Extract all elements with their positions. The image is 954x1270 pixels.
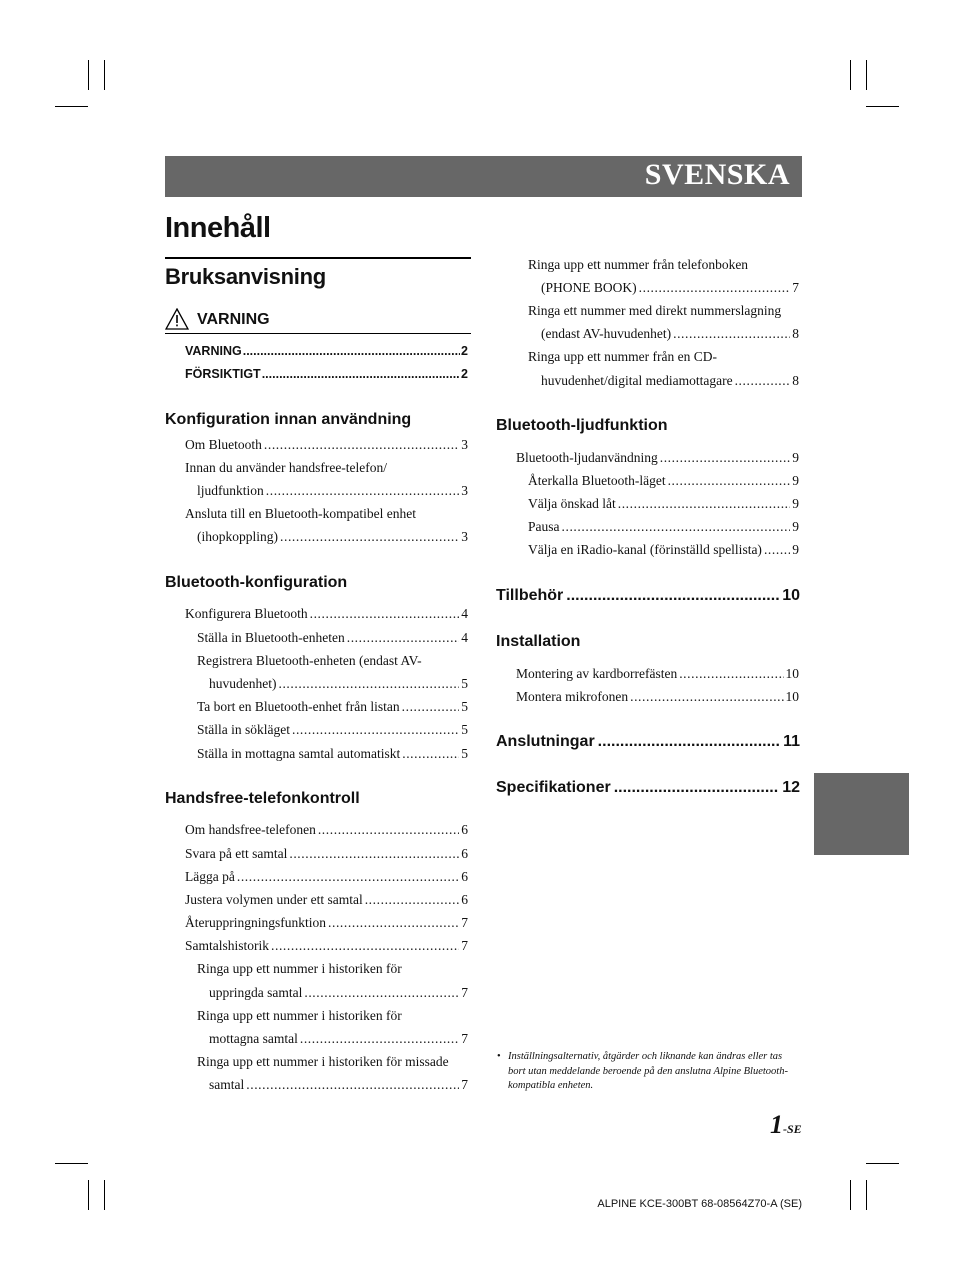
toc-label: Specifikationer bbox=[496, 779, 611, 796]
section-heading: Bluetooth-konfiguration bbox=[165, 574, 348, 591]
toc-page: 7 bbox=[461, 915, 468, 930]
toc-label-cont: mottagna samtal bbox=[209, 1031, 298, 1046]
page-number bbox=[770, 1110, 802, 1140]
toc-entry[interactable] bbox=[185, 869, 468, 885]
toc-label: Samtalshistorik bbox=[185, 938, 269, 953]
toc-entry[interactable] bbox=[541, 326, 799, 342]
toc-label-cont: (endast AV-huvudenhet) bbox=[541, 326, 672, 341]
toc-label: Ställa in Bluetooth-enheten bbox=[197, 630, 345, 645]
toc-page: 6 bbox=[461, 822, 468, 837]
toc-label[interactable]: Ringa upp ett nummer från telefonboken bbox=[528, 257, 749, 272]
toc-entry[interactable] bbox=[528, 542, 799, 558]
toc-entry[interactable] bbox=[209, 985, 468, 1001]
toc-label-cont: uppringda samtal bbox=[209, 985, 303, 1000]
toc-label[interactable]: Ringa upp ett nummer i historiken för missade bbox=[197, 1054, 449, 1069]
toc-label: Anslutningar bbox=[496, 733, 595, 750]
toc-page: 9 bbox=[792, 496, 799, 511]
crop-mark bbox=[55, 106, 88, 107]
toc-label[interactable]: Ringa upp ett nummer i historiken för bbox=[197, 1008, 402, 1023]
title-rule bbox=[165, 257, 471, 259]
toc-label: Om handsfree-telefonen bbox=[185, 822, 316, 837]
toc-label: Ställa in sökläget bbox=[197, 722, 290, 737]
toc-entry[interactable] bbox=[516, 450, 799, 466]
section-heading: Handsfree-telefonkontroll bbox=[165, 790, 360, 807]
toc-entry[interactable] bbox=[185, 606, 468, 622]
toc-page: 9 bbox=[792, 542, 799, 557]
toc-label: FÖRSIKTIGT bbox=[185, 367, 261, 381]
bullet: • bbox=[497, 1051, 501, 1062]
toc-entry[interactable] bbox=[185, 915, 468, 931]
crop-mark bbox=[104, 60, 105, 90]
toc-page: 6 bbox=[461, 846, 468, 861]
toc-entry[interactable] bbox=[197, 529, 468, 545]
toc-page: 5 bbox=[461, 722, 468, 737]
toc-page: 5 bbox=[461, 746, 468, 761]
toc-entry[interactable] bbox=[516, 666, 799, 682]
crop-mark bbox=[88, 60, 89, 90]
toc-entry-connections[interactable] bbox=[496, 733, 800, 751]
toc-label: Montering av kardborrefästen bbox=[516, 666, 678, 681]
toc-label: Tillbehör bbox=[496, 587, 564, 604]
toc-page: 6 bbox=[461, 869, 468, 884]
footer-code: ALPINE KCE-300BT 68-08564Z70-A (SE) bbox=[597, 1198, 802, 1210]
toc-entry[interactable] bbox=[185, 437, 468, 453]
toc-page: 3 bbox=[461, 483, 468, 498]
toc-entry[interactable] bbox=[541, 373, 799, 389]
toc-label: Ta bort en Bluetooth-enhet från listan bbox=[197, 699, 400, 714]
section-heading: Konfiguration innan användning bbox=[165, 411, 412, 428]
crop-mark bbox=[104, 1180, 105, 1210]
toc-page: 9 bbox=[792, 519, 799, 534]
crop-mark bbox=[55, 1163, 88, 1164]
toc-label: Om Bluetooth bbox=[185, 437, 262, 452]
crop-mark bbox=[88, 1180, 89, 1210]
toc-label-cont: samtal bbox=[209, 1077, 245, 1092]
toc-label-cont: huvudenhet/digital mediamottagare bbox=[541, 373, 733, 388]
section-tab bbox=[814, 773, 909, 855]
toc-label: Välja en iRadio-kanal (förinställd spellista) bbox=[528, 542, 762, 557]
toc-page: 5 bbox=[461, 676, 468, 691]
toc-page: 4 bbox=[461, 630, 468, 645]
toc-page: 8 bbox=[792, 373, 799, 388]
toc-entry[interactable] bbox=[185, 344, 468, 358]
footnote-text: Inställningsalternativ, åtgärder och liknande kan ändras eller tas bort utan meddelande beroende på den anslutna Alpine Bluetooth-kompatibla enheten. bbox=[508, 1051, 788, 1091]
toc-label: Pausa bbox=[528, 519, 560, 534]
page-number-value: 1 bbox=[770, 1110, 783, 1139]
toc-page: 9 bbox=[792, 450, 799, 465]
toc-page: 10 bbox=[785, 666, 799, 681]
page-number-suffix: -SE bbox=[783, 1122, 802, 1136]
crop-mark bbox=[866, 106, 899, 107]
toc-label-cont: (ihopkoppling) bbox=[197, 529, 278, 544]
toc-label[interactable]: Ringa upp ett nummer från en CD- bbox=[528, 349, 717, 364]
warning-icon bbox=[165, 308, 189, 335]
toc-label: Bluetooth-ljudanvändning bbox=[516, 450, 658, 465]
crop-mark bbox=[866, 1163, 899, 1164]
section-heading: Bluetooth-ljudfunktion bbox=[496, 417, 668, 434]
toc-page: 11 bbox=[783, 733, 800, 750]
toc-entry[interactable] bbox=[185, 846, 468, 862]
toc-entry[interactable] bbox=[185, 822, 468, 838]
toc-label: Ställa in mottagna samtal automatiskt bbox=[197, 746, 401, 761]
toc-entry[interactable] bbox=[528, 496, 799, 512]
toc-page: 10 bbox=[782, 587, 800, 604]
toc-label: Återuppringningsfunktion bbox=[185, 915, 326, 930]
toc-page: 7 bbox=[461, 938, 468, 953]
toc-entry-specifications[interactable] bbox=[496, 779, 800, 797]
toc-entry-accessories[interactable] bbox=[496, 587, 800, 605]
crop-mark bbox=[866, 60, 867, 90]
warning-heading: VARNING bbox=[197, 311, 270, 328]
toc-page: 5 bbox=[461, 699, 468, 714]
toc-page: 9 bbox=[792, 473, 799, 488]
toc-label: Välja önskad låt bbox=[528, 496, 616, 511]
toc-page: 7 bbox=[461, 1031, 468, 1046]
toc-label-cont: huvudenhet) bbox=[209, 676, 277, 691]
footnote bbox=[497, 1050, 797, 1094]
section-heading: Installation bbox=[496, 633, 581, 650]
toc-label: Justera volymen under ett samtal bbox=[185, 892, 363, 907]
toc-label[interactable]: Registrera Bluetooth-enheten (endast AV- bbox=[197, 653, 422, 668]
crop-mark bbox=[866, 1180, 867, 1210]
toc-entry[interactable] bbox=[197, 630, 468, 646]
toc-entry[interactable] bbox=[528, 519, 799, 535]
toc-label: Svara på ett samtal bbox=[185, 846, 288, 861]
toc-page: 4 bbox=[461, 606, 468, 621]
toc-page: 12 bbox=[782, 779, 800, 796]
toc-label[interactable]: Innan du använder handsfree-telefon/ bbox=[185, 460, 388, 475]
toc-entry[interactable] bbox=[197, 722, 468, 738]
toc-label[interactable]: Ansluta till en Bluetooth-kompatibel enhet bbox=[185, 506, 416, 521]
toc-entry[interactable] bbox=[185, 367, 468, 381]
toc-entry[interactable] bbox=[209, 1077, 468, 1093]
crop-mark bbox=[850, 60, 851, 90]
toc-entry[interactable] bbox=[185, 892, 468, 908]
crop-mark bbox=[850, 1180, 851, 1210]
toc-page: 10 bbox=[785, 689, 799, 704]
page-title: Innehåll bbox=[165, 212, 271, 244]
toc-label: Montera mikrofonen bbox=[516, 689, 629, 704]
toc-page: 3 bbox=[461, 437, 468, 452]
toc-page: 2 bbox=[461, 344, 468, 358]
page-subtitle: Bruksanvisning bbox=[165, 264, 326, 289]
toc-page: 7 bbox=[461, 985, 468, 1000]
toc-page: 7 bbox=[792, 280, 799, 295]
toc-label: Konfigurera Bluetooth bbox=[185, 606, 308, 621]
toc-entry[interactable] bbox=[516, 689, 799, 705]
toc-label-cont: ljudfunktion bbox=[197, 483, 264, 498]
toc-label[interactable]: Ringa ett nummer med direkt nummerslagning bbox=[528, 303, 782, 318]
toc-label: Lägga på bbox=[185, 869, 235, 884]
language-label: SVENSKA bbox=[644, 158, 790, 191]
toc-label-cont: (PHONE BOOK) bbox=[541, 280, 637, 295]
toc-page: 8 bbox=[792, 326, 799, 341]
toc-entry[interactable] bbox=[197, 699, 468, 715]
toc-page: 2 bbox=[461, 367, 468, 381]
toc-entry[interactable] bbox=[197, 746, 468, 762]
toc-page: 7 bbox=[461, 1077, 468, 1092]
warning-rule bbox=[165, 333, 471, 334]
toc-page: 6 bbox=[461, 892, 468, 907]
toc-label[interactable]: Ringa upp ett nummer i historiken för bbox=[197, 961, 402, 976]
toc-entry[interactable] bbox=[209, 1031, 468, 1047]
toc-entry[interactable] bbox=[197, 483, 468, 499]
toc-entry[interactable] bbox=[528, 473, 799, 489]
toc-label: Återkalla Bluetooth-läget bbox=[528, 473, 666, 488]
toc-label: VARNING bbox=[185, 344, 242, 358]
toc-entry[interactable] bbox=[185, 938, 468, 954]
toc-page: 3 bbox=[461, 529, 468, 544]
toc-entry[interactable] bbox=[209, 676, 468, 692]
toc-entry[interactable] bbox=[541, 280, 799, 296]
language-banner bbox=[165, 156, 802, 197]
